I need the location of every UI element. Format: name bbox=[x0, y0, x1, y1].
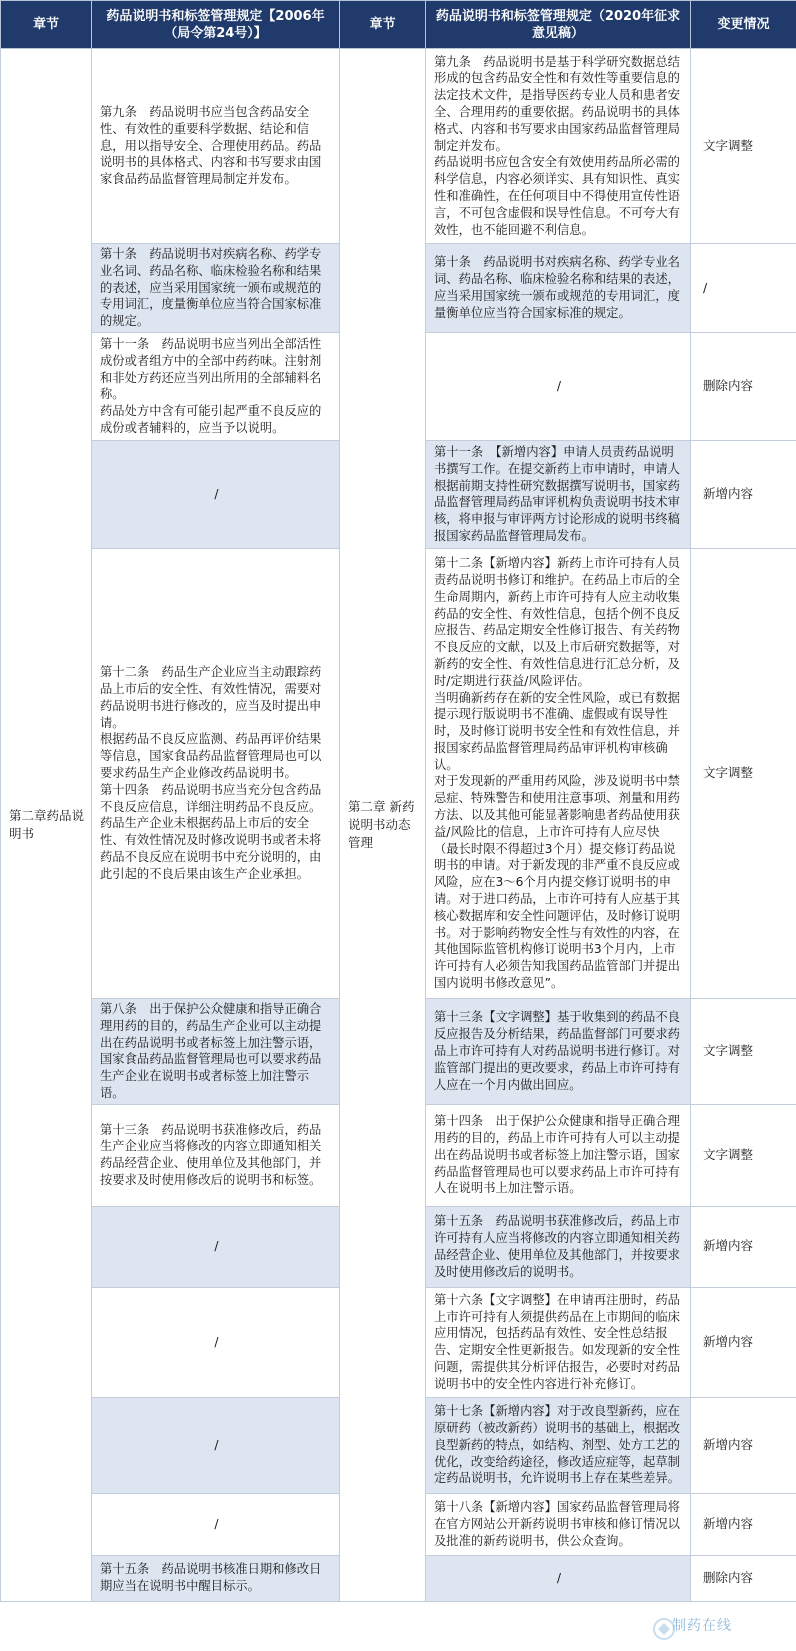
old-text-cell: 第十一条 药品说明书应当列出全部活性成份或者组方中的全部中药药味。注射剂和非处方药还应当列出所用的全部辅料名称。 药品处方中含有可能引起严重不良反应的成份或者辅料的，应当予以说明。 bbox=[92, 332, 340, 440]
table-header-row bbox=[1, 1, 796, 49]
section-cell-old: 第二章药品说明书 bbox=[1, 49, 92, 1602]
change-cell: 文字调整 bbox=[691, 1104, 796, 1206]
old-text-cell: 第十条 药品说明书对疾病名称、药学专业名词、药品名称、临床检验名称和结果的表述，应当采用国家统一颁布或规范的专用词汇，度量衡单位应当符合国家标准的规定。 bbox=[92, 244, 340, 333]
new-text-cell: 第十七条【新增内容】对于改良型新药，应在原研药（被改新药）说明书的基础上，根据改良型新药的特点，如结构、剂型、处方工艺的优化，改变给药途径，修改适应症等，起草制定药品说明书，允许说明书上存在某些差异。 bbox=[426, 1397, 691, 1493]
old-text-cell: / bbox=[92, 1493, 340, 1555]
header-section-new: 章节 bbox=[340, 1, 426, 49]
header-change: 变更情况 bbox=[691, 1, 796, 49]
header-regulation-2020: 药品说明书和标签管理规定（2020年征求意见稿） bbox=[426, 1, 691, 49]
watermark-text: 制药在线 bbox=[672, 1618, 732, 1634]
old-text-cell: 第八条 出于保护公众健康和指导正确合理用药的目的，药品生产企业可以主动提出在药品说明书或者标签上加注警示语，国家食品药品监督管理局也可以要求药品生产企业在说明书或者标签上加注警示语。 bbox=[92, 998, 340, 1104]
old-text-cell: 第九条 药品说明书应当包含药品安全性、有效性的重要科学数据、结论和信息，用以指导安全、合理使用药品。药品说明书的具体格式、内容和书写要求由国家食品药品监督管理局制定并发布。 bbox=[92, 49, 340, 244]
new-text-cell: 第九条 药品说明书是基于科学研究数据总结形成的包含药品安全性和有效性等重要信息的法定技术文件，是指导医药专业人员和患者安全、合理用药的重要依据。药品说明书的具体格式、内容和书写要求由国家药品监督管理局制定并发布。 药品说明书应包含安全有效使用药品所必需的科学信息，内容必须详实、具有知识性、真实性和准确性，在任何项目中不得使用宣传性语言，不可包含虚假和误导性信息。不可夸大有效性，也不能回避不利信息。 bbox=[426, 49, 691, 244]
new-text-cell: 第十三条【文字调整】基于收集到的药品不良反应报告及分析结果，药品监督部门可要求药品上市许可持有人对药品说明书进行修订。对监管部门提出的更改要求，药品上市许可持有人应在一个月内做出回应。 bbox=[426, 998, 691, 1104]
new-text-cell: 第十二条【新增内容】新药上市许可持有人员责药品说明书修订和维护。在药品上市后的全生命周期内，新药上市许可持有人应主动收集药品的安全性、有效性信息，包括个例不良反应报告、药品定期安全性修订报告、有关药物不良反应的文献，以及上市后研究数据等，对新药的安全性、有效性信息进行汇总分析，及时/定期进行获益/风险评估。 当明确新药存在新的安全性风险，或已有数据提示现行版说明书不准确、虚假或有误导性时，及时修订说明书安全性和有效性信息，并报国家药品监督管理局药品审评机构审核确认。 对于发现新的严重用药风险，涉及说明书中禁忌症、特殊警告和使用注意事项、剂量和用药方法、以及其他可能显著影响患者药品使用获益/风险比的信息，上市许可持有人应尽快（最长时限不得超过3个月）提交修订药品说明书的申请。对于新发现的非严重不良反应或风险，应在3～6个月内提交修订说明书的申请。对于进口药品，上市许可持有人应基于其核心数据库和安全性问题评估，及时修订说明书。对于影响药物安全性与有效性的内容，在其他国际监管机构修订说明书3个月内，上市许可持有人必须告知我国药品监管部门并提出国内说明书修改意见”。 bbox=[426, 548, 691, 998]
change-cell: 新增内容 bbox=[691, 440, 796, 548]
old-text-cell: / bbox=[92, 440, 340, 548]
change-cell: 新增内容 bbox=[691, 1206, 796, 1287]
new-text-cell: 第十四条 出于保护公众健康和指导正确合理用药的目的，药品上市许可持有人可以主动提出在药品说明书或者标签上加注警示语，国家药品监督管理局也可以要求药品上市许可持有人在说明书上加注警示语。 bbox=[426, 1104, 691, 1206]
old-text-cell: / bbox=[92, 1206, 340, 1287]
old-text-cell: 第十二条 药品生产企业应当主动跟踪药品上市后的安全性、有效性情况，需要对药品说明书进行修改的，应当及时提出申请。 根据药品不良反应监测、药品再评价结果等信息，国家食品药品监督管理局也可以要求药品生产企业修改药品说明书。 第十四条 药品说明书应当充分包含药品不良反应信息，详细注明药品不良反应。药品生产企业未根据药品上市后的安全性、有效性情况及时修改说明书或者未将药品不良反应在说明书中充分说明的，由此引起的不良后果由该生产企业承担。 bbox=[92, 548, 340, 998]
new-text-cell: / bbox=[426, 332, 691, 440]
change-cell: 删除内容 bbox=[691, 332, 796, 440]
change-cell: 文字调整 bbox=[691, 49, 796, 244]
header-section-old: 章节 bbox=[1, 1, 92, 49]
table-row bbox=[1, 49, 796, 244]
section-cell-new: 第二章 新药说明书动态管理 bbox=[340, 49, 426, 1602]
change-cell: 新增内容 bbox=[691, 1287, 796, 1397]
change-cell: 新增内容 bbox=[691, 1493, 796, 1555]
new-text-cell: 第十五条 药品说明书获准修改后，药品上市许可持有人应当将修改的内容立即通知相关药品经营企业、使用单位及其他部门，并按要求及时使用修改后的说明书。 bbox=[426, 1206, 691, 1287]
change-cell: 删除内容 bbox=[691, 1555, 796, 1601]
new-text-cell: 第十条 药品说明书对疾病名称、药学专业名词、药品名称、临床检验名称和结果的表述，应当采用国家统一颁布或规范的专用词汇，度量衡单位应当符合国家标准的规定。 bbox=[426, 244, 691, 333]
header-regulation-2006: 药品说明书和标签管理规定【2006年（局令第24号）】 bbox=[92, 1, 340, 49]
old-text-cell: 第十五条 药品说明书核准日期和修改日期应当在说明书中醒目标示。 bbox=[92, 1555, 340, 1601]
new-text-cell: / bbox=[426, 1555, 691, 1601]
change-cell: 文字调整 bbox=[691, 548, 796, 998]
new-text-cell: 第十八条【新增内容】国家药品监督管理局将在官方网站公开新药说明书审核和修订情况以及批准的新药说明书，供公众查询。 bbox=[426, 1493, 691, 1555]
new-text-cell: 第十六条【文字调整】在申请再注册时，药品上市许可持有人须提供药品在上市期间的临床应用情况，包括药品有效性、安全性总结报告、定期安全性更新报告。如发现新的安全性问题，需提供其分析评估报告，必要时对药品说明书中的安全性内容进行补充修订。 bbox=[426, 1287, 691, 1397]
change-cell: 文字调整 bbox=[691, 998, 796, 1104]
change-cell: / bbox=[691, 244, 796, 333]
change-cell: 新增内容 bbox=[691, 1397, 796, 1493]
old-text-cell: / bbox=[92, 1397, 340, 1493]
new-text-cell: 第十一条 【新增内容】申请人员责药品说明书撰写工作。在提交新药上市申请时，申请人根据前期支持性研究数据撰写说明书，国家药品监督管理局药品审评机构负责说明书技术审核，将申报与审评两方讨论形成的说明书终稿报国家药品监督管理局发布。 bbox=[426, 440, 691, 548]
old-text-cell: 第十三条 药品说明书获准修改后，药品生产企业应当将修改的内容立即通知相关药品经营企业、使用单位及其他部门，并按要求及时使用修改后的说明书和标签。 bbox=[92, 1104, 340, 1206]
old-text-cell: / bbox=[92, 1287, 340, 1397]
